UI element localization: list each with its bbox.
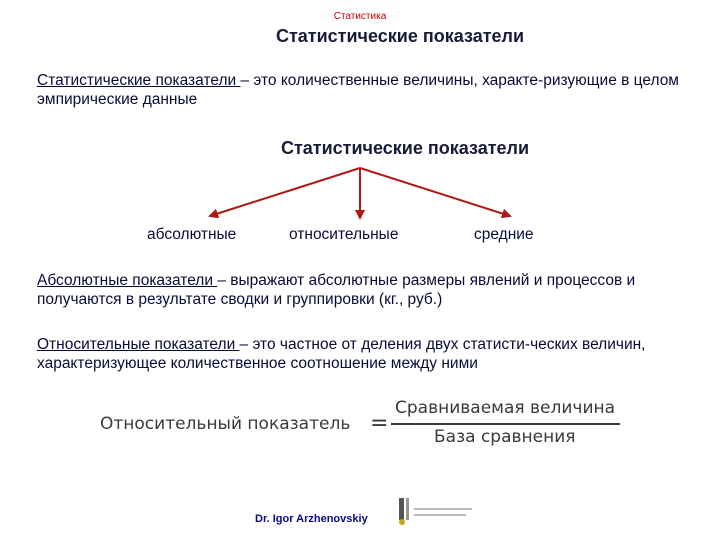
footer-author: Dr. Igor Arzhenovskiy	[255, 513, 368, 525]
relative-term: Относительные показатели	[37, 336, 240, 353]
definition-term: Статистические показатели	[37, 72, 241, 89]
absolute-paragraph	[37, 271, 689, 309]
diagram-root: Статистические показатели	[280, 138, 530, 158]
formula-numerator: Сравниваемая величина	[395, 398, 616, 418]
slide-title: Статистические показатели	[275, 26, 525, 46]
institution-logo-icon	[396, 496, 476, 526]
arrow-average	[360, 168, 510, 216]
formula-lhs: Относительный показатель	[100, 414, 351, 434]
branch-average: средние	[474, 226, 534, 243]
header-label: Статистика	[333, 11, 387, 22]
fraction-bar	[391, 423, 620, 425]
branch-relative: относительные	[289, 226, 399, 243]
arrow-absolute	[210, 168, 360, 216]
relative-text: – это частное от деления двух статисти-ческих величин, характеризующее количественное соотношение между ними	[37, 336, 646, 372]
absolute-text: – выражают абсолютные размеры явлений и процессов и получаются в результате сводки и группировки (кг., руб.)	[37, 272, 636, 308]
formula-denominator: База сравнения	[434, 427, 576, 447]
definition-text: – это количественные величины, характе-ризующие в целом эмпирические данные	[37, 72, 679, 108]
absolute-term: Абсолютные показатели	[37, 272, 218, 289]
branch-absolute: абсолютные	[147, 226, 237, 243]
formula-equals: =	[370, 411, 389, 436]
relative-paragraph	[37, 335, 689, 373]
